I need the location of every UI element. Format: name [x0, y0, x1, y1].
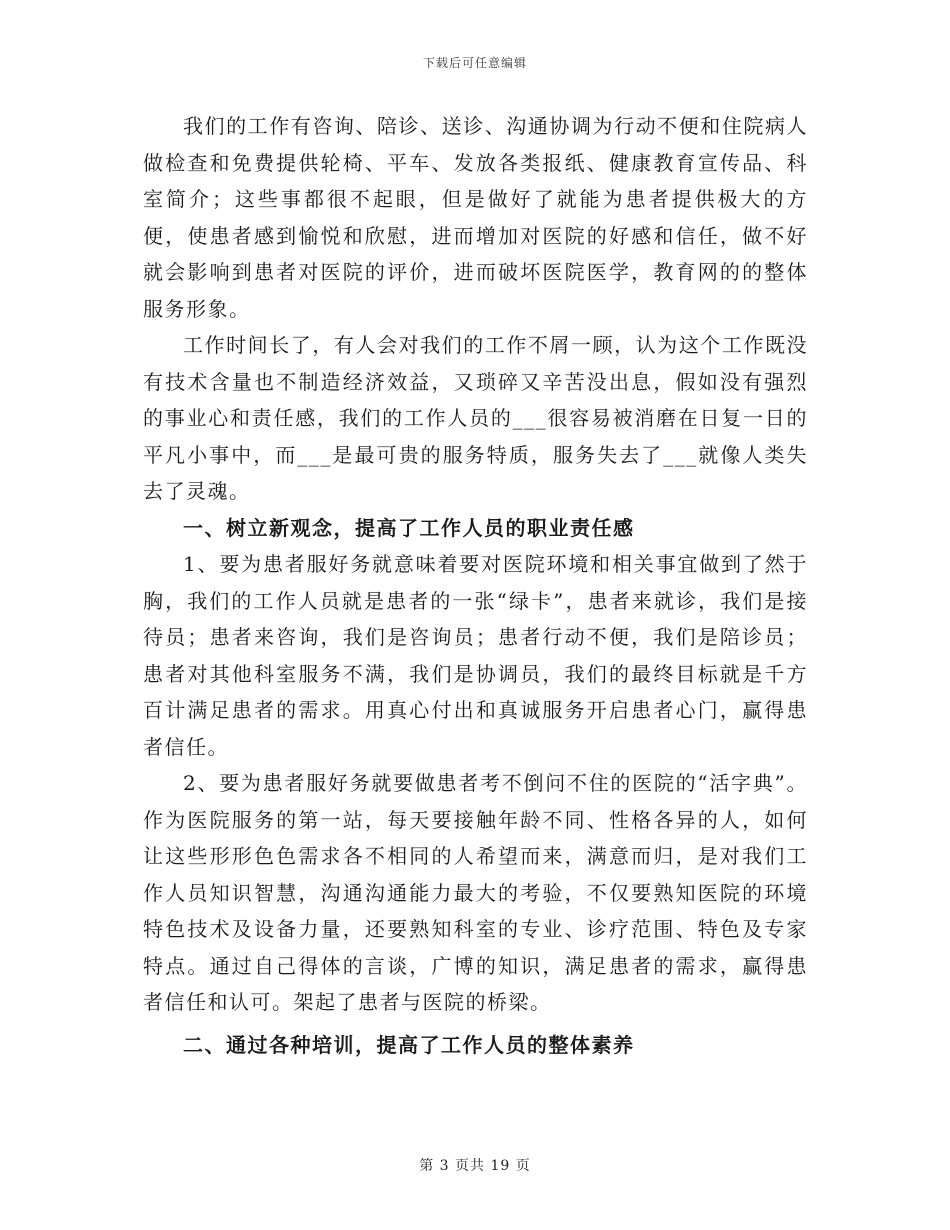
paragraph-4: 2、要为患者服好务就要做患者考不倒问不住的医院的“活字典”。作为医院服务的第一站，每天要接触年龄不同、性格各异的人，如何让这些形形色色需求各不相同的人希望而来，满意而归，是对我们工作人员知识智慧，沟通沟通能力最大的考验，不仅要熟知医院的环境特色技术及设备力量，还要熟知科室的专业、诊疗范围、特色及专家特点。通过自己得体的言谈，广博的知识，满足患者的需求，赢得患者信任和认可。架起了患者与医院的桥梁。 [143, 771, 808, 1014]
page-header: 下载后可任意编辑 [422, 56, 527, 70]
section-heading-2: 二、通过各种培训，提高了工作人员的整体素养 [183, 1032, 635, 1057]
paragraph-3: 1、要为患者服好务就意味着要对医院环境和相关事宜做到了然于胸，我们的工作人员就是患者的一张“绿卡”，患者来就诊，我们是接待员；患者来咨询，我们是咨询员；患者行动不便，我们是陪诊员；患者对其他科室服务不满，我们是协调员，我们的最终目标就是千方百计满足患者的需求。用真心付出和真诚服务开启患者心门，赢得患者信任。 [143, 552, 808, 759]
paragraph-1: 我们的工作有咨询、陪诊、送诊、沟通协调为行动不便和住院病人做检查和免费提供轮椅、平车、发放各类报纸、健康教育宣传品、科室简介；这些事都很不起眼，但是做好了就能为患者提供极大的方便，使患者感到愉悦和欣慰，进而增加对医院的好感和信任，做不好就会影响到患者对医院的评价，进而破坏医院医学，教育网的的整体服务形象。 [143, 114, 808, 321]
section-heading-1: 一、树立新观念，提高了工作人员的职业责任感 [183, 515, 635, 540]
page-number-footer: 第 3 页共 19 页 [419, 1158, 531, 1174]
document-body [143, 108, 808, 1063]
paragraph-2: 工作时间长了，有人会对我们的工作不屑一顾，认为这个工作既没有技术含量也不制造经济效益，又琐碎又辛苦没出息，假如没有强烈的事业心和责任感，我们的工作人员的___很容易被消磨在日复一日的平凡小事中，而___是最可贵的服务特质，服务失去了___就像人类失去了灵魂。 [143, 333, 808, 503]
